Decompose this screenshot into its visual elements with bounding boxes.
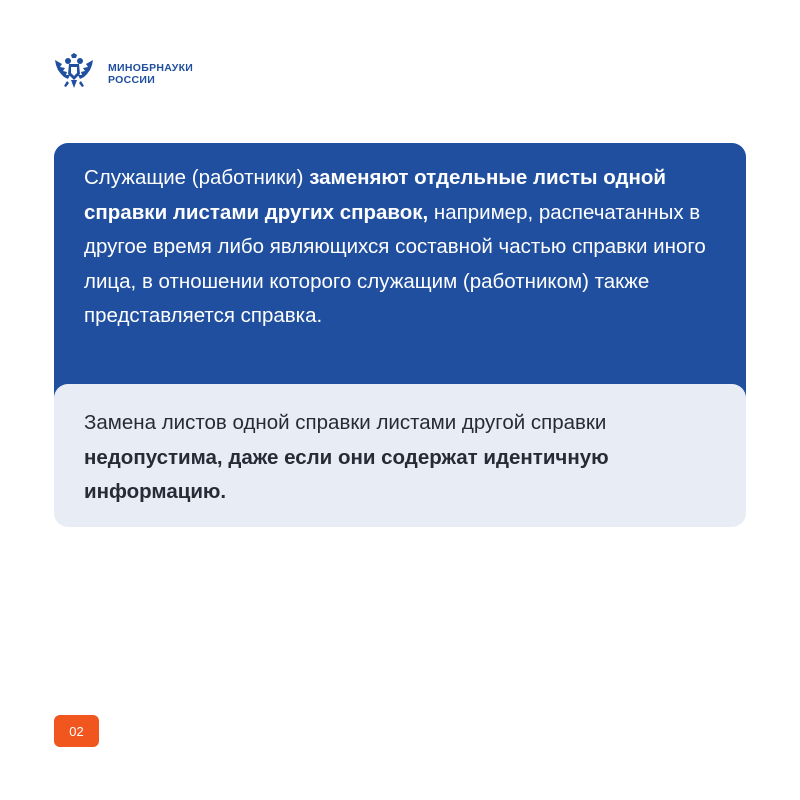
eagle-emblem-icon — [52, 52, 96, 96]
ministry-name-line1: МИНОБРНАУКИ — [108, 62, 194, 74]
primary-text-bold: заменяют отдельные листы одной справки листами других справок, — [84, 166, 667, 224]
primary-info-text — [84, 161, 724, 334]
secondary-info-card — [54, 384, 746, 527]
secondary-info-text — [84, 406, 734, 510]
primary-text-start: Служащие (работники) — [84, 166, 310, 189]
page-number-badge: 02 — [54, 715, 99, 747]
ministry-name-line2: РОССИИ — [108, 74, 156, 86]
primary-text-end: например, распечатанных в другое время либо являющихся составной частью справки иного лица, в отношении которого служащим (работником) также представляется справка. — [84, 200, 706, 327]
secondary-text-bold: недопустима, даже если они содержат идентичную информацию. — [84, 445, 609, 503]
ministry-logo — [52, 52, 193, 96]
secondary-text-start: Замена листов одной справки листами другой справки — [84, 411, 607, 434]
ministry-name — [108, 62, 193, 86]
